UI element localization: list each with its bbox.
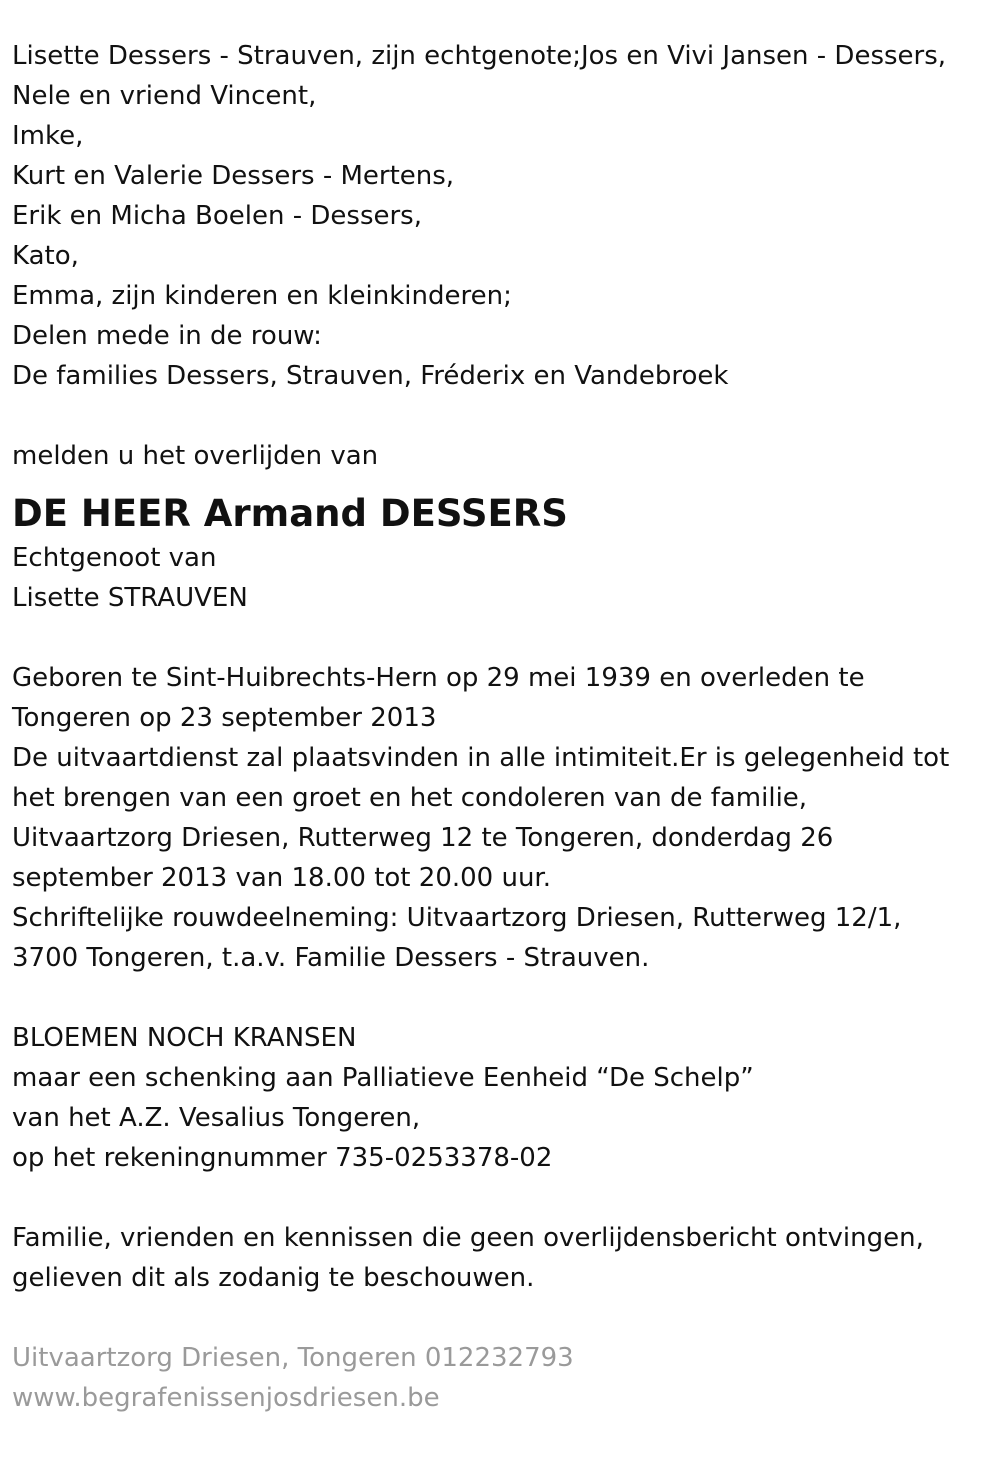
flowers-block	[12, 1018, 988, 1178]
details-line: Geboren te Sint-Huibrechts-Hern op 29 mei 1939 en overleden te	[12, 663, 865, 693]
mourner-line: Nele en vriend Vincent,	[12, 81, 317, 111]
spouse-name: Lisette STRAUVEN	[12, 583, 248, 613]
details-line: september 2013 van 18.00 tot 20.00 uur.	[12, 863, 551, 893]
spacer	[12, 618, 988, 658]
funeral-home-info: Uitvaartzorg Driesen, Tongeren 012232793	[12, 1343, 574, 1373]
closing-line: gelieven dit als zodanig te beschouwen.	[12, 1263, 535, 1293]
footer	[12, 1338, 988, 1418]
website-link[interactable]: www.begrafenissenjosdriesen.be	[12, 1383, 440, 1413]
mourner-line: Emma, zijn kinderen en kleinkinderen;	[12, 281, 512, 311]
details-line: 3700 Tongeren, t.a.v. Familie Dessers - Strauven.	[12, 943, 650, 973]
deceased-name: DE HEER Armand DESSERS	[12, 492, 568, 535]
spacer	[12, 1178, 988, 1218]
closing-line: Familie, vrienden en kennissen die geen overlijdensbericht ontvingen,	[12, 1223, 924, 1253]
mourner-line: Kato,	[12, 241, 79, 271]
mourner-line: Lisette Dessers - Strauven, zijn echtgenote;Jos en Vivi Jansen - Dessers,	[12, 41, 947, 71]
mourners-list	[12, 36, 988, 396]
flowers-line: op het rekeningnummer 735-0253378-02	[12, 1143, 553, 1173]
spacer	[12, 1298, 988, 1338]
details-block	[12, 658, 988, 978]
details-line: De uitvaartdienst zal plaatsvinden in alle intimiteit.Er is gelegenheid tot	[12, 743, 950, 773]
spacer	[12, 396, 988, 436]
announcement-text: melden u het overlijden van	[12, 441, 379, 471]
details-line: Uitvaartzorg Driesen, Rutterweg 12 te Tongeren, donderdag 26	[12, 823, 834, 853]
flowers-line: van het A.Z. Vesalius Tongeren,	[12, 1103, 421, 1133]
mourner-line: Kurt en Valerie Dessers - Mertens,	[12, 161, 455, 191]
details-line: het brengen van een groet en het condoleren van de familie,	[12, 783, 808, 813]
mourner-line: De families Dessers, Strauven, Fréderix en Vandebroek	[12, 361, 729, 391]
flowers-line: BLOEMEN NOCH KRANSEN	[12, 1023, 357, 1053]
details-line: Tongeren op 23 september 2013	[12, 703, 437, 733]
details-line: Schriftelijke rouwdeelneming: Uitvaartzorg Driesen, Rutterweg 12/1,	[12, 903, 902, 933]
spouse-intro: Echtgenoot van	[12, 543, 217, 573]
flowers-line: maar een schenking aan Palliatieve Eenheid “De Schelp”	[12, 1063, 754, 1093]
spacer	[12, 978, 988, 1018]
mourner-line: Erik en Micha Boelen - Dessers,	[12, 201, 422, 231]
mourner-line: Delen mede in de rouw:	[12, 321, 322, 351]
closing-block	[12, 1218, 988, 1298]
mourner-line: Imke,	[12, 121, 84, 151]
